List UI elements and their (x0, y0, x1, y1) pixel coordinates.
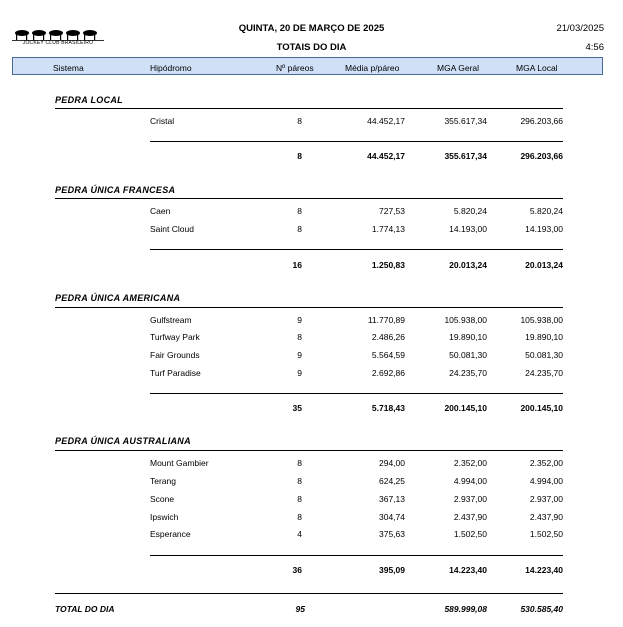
row-media: 5.564,59 (371, 350, 405, 360)
row-mga-geral: 105.938,00 (444, 315, 487, 325)
row-media: 727,53 (379, 206, 405, 216)
row-mga-local: 50.081,30 (525, 350, 563, 360)
row-hipodromo: Terang (150, 476, 176, 486)
subtotal-mga-geral: 20.013,24 (449, 260, 487, 270)
row-hipodromo: Turfway Park (150, 332, 200, 342)
row-hipodromo: Fair Grounds (150, 350, 200, 360)
row-mga-local: 2.437,90 (529, 512, 563, 522)
row-hipodromo: Ipswich (150, 512, 179, 522)
row-pareos: 8 (297, 332, 302, 342)
section-rule (55, 198, 563, 199)
subtotal-mga-local: 14.223,40 (525, 565, 563, 575)
col-hipodromo: Hipódromo (150, 63, 192, 73)
row-mga-geral: 1.502,50 (453, 529, 487, 539)
row-mga-geral: 24.235,70 (449, 368, 487, 378)
row-hipodromo: Gulfstream (150, 315, 192, 325)
section-title: PEDRA ÚNICA AUSTRALIANA (55, 436, 191, 446)
section-title: PEDRA LOCAL (55, 95, 123, 105)
row-pareos: 9 (297, 315, 302, 325)
row-hipodromo: Esperance (150, 529, 191, 539)
grand-total-mga-geral: 589.999,08 (444, 604, 487, 614)
subtotal-mga-local: 20.013,24 (525, 260, 563, 270)
col-media: Média p/páreo (345, 63, 400, 73)
row-pareos: 8 (297, 494, 302, 504)
row-pareos: 8 (297, 206, 302, 216)
row-hipodromo: Cristal (150, 116, 175, 126)
section-rule (55, 307, 563, 308)
subtotal-pareos: 16 (292, 260, 302, 270)
row-mga-local: 24.235,70 (525, 368, 563, 378)
row-media: 294,00 (379, 458, 405, 468)
report-date: 21/03/2025 (556, 23, 604, 34)
row-media: 2.486,26 (371, 332, 405, 342)
row-mga-geral: 2.352,00 (453, 458, 487, 468)
row-mga-local: 4.994,00 (529, 476, 563, 486)
subtotal-pareos: 36 (292, 565, 302, 575)
row-hipodromo: Saint Cloud (150, 224, 194, 234)
row-mga-local: 1.502,50 (529, 529, 563, 539)
grand-total-rule (55, 593, 563, 594)
row-mga-local: 296.203,66 (520, 116, 563, 126)
section-rule (55, 108, 563, 109)
grand-total-mga-local: 530.585,40 (520, 604, 563, 614)
row-mga-geral: 19.890,10 (449, 332, 487, 342)
row-media: 11.770,89 (367, 315, 405, 325)
row-media: 304,74 (379, 512, 405, 522)
report-subtitle: TOTAIS DO DIA (276, 42, 347, 53)
subtotal-mga-local: 200.145,10 (520, 403, 563, 413)
row-hipodromo: Scone (150, 494, 175, 504)
row-mga-geral: 355.617,34 (444, 116, 487, 126)
row-mga-geral: 4.994,00 (453, 476, 487, 486)
row-hipodromo: Mount Gambier (150, 458, 209, 468)
row-media: 367,13 (379, 494, 405, 504)
row-mga-local: 105.938,00 (520, 315, 563, 325)
row-pareos: 8 (297, 116, 302, 126)
row-pareos: 8 (297, 458, 302, 468)
row-mga-geral: 5.820,24 (453, 206, 487, 216)
grand-total-label: TOTAL DO DIA (55, 604, 115, 614)
row-pareos: 8 (297, 476, 302, 486)
row-media: 624,25 (379, 476, 405, 486)
subtotal-mga-geral: 355.617,34 (444, 151, 487, 161)
subtotal-media: 395,09 (379, 565, 405, 575)
subtotal-pareos: 35 (292, 403, 302, 413)
row-mga-local: 14.193,00 (525, 224, 563, 234)
col-mga-geral: MGA Geral (437, 63, 480, 73)
row-pareos: 8 (297, 512, 302, 522)
subtotal-mga-geral: 200.145,10 (444, 403, 487, 413)
subtotal-rule (150, 249, 563, 250)
row-media: 375,63 (379, 529, 405, 539)
subtotal-media: 44.452,17 (367, 151, 405, 161)
row-media: 2.692,86 (371, 368, 405, 378)
row-hipodromo: Caen (150, 206, 171, 216)
subtotal-rule (150, 141, 563, 142)
row-pareos: 9 (297, 350, 302, 360)
subtotal-rule (150, 393, 563, 394)
row-mga-geral: 2.937,00 (453, 494, 487, 504)
row-media: 44.452,17 (367, 116, 405, 126)
row-media: 1.774,13 (371, 224, 405, 234)
row-mga-local: 5.820,24 (529, 206, 563, 216)
subtotal-media: 5.718,43 (371, 403, 405, 413)
row-pareos: 4 (297, 529, 302, 539)
row-mga-local: 19.890,10 (525, 332, 563, 342)
row-mga-geral: 50.081,30 (449, 350, 487, 360)
subtotal-pareos: 8 (297, 151, 302, 161)
section-title: PEDRA ÚNICA FRANCESA (55, 185, 176, 195)
subtotal-mga-geral: 14.223,40 (449, 565, 487, 575)
section-title: PEDRA ÚNICA AMERICANA (55, 293, 181, 303)
subtotal-mga-local: 296.203,66 (520, 151, 563, 161)
report-time: 4:56 (585, 42, 604, 53)
row-mga-local: 2.352,00 (529, 458, 563, 468)
logo-label: JOCKEY CLUB BRASILEIRO (22, 40, 94, 46)
row-mga-geral: 2.437,90 (453, 512, 487, 522)
report-title: QUINTA, 20 DE MARÇO DE 2025 (238, 23, 385, 34)
subtotal-rule (150, 555, 563, 556)
col-pareos: Nº páreos (276, 63, 314, 73)
row-hipodromo: Turf Paradise (150, 368, 201, 378)
grand-total-pareos: 95 (295, 604, 305, 614)
row-pareos: 8 (297, 224, 302, 234)
subtotal-media: 1.250,83 (371, 260, 405, 270)
row-pareos: 9 (297, 368, 302, 378)
row-mga-geral: 14.193,00 (449, 224, 487, 234)
row-mga-local: 2.937,00 (529, 494, 563, 504)
col-sistema: Sistema (53, 63, 84, 73)
section-rule (55, 450, 563, 451)
col-mga-local: MGA Local (516, 63, 558, 73)
